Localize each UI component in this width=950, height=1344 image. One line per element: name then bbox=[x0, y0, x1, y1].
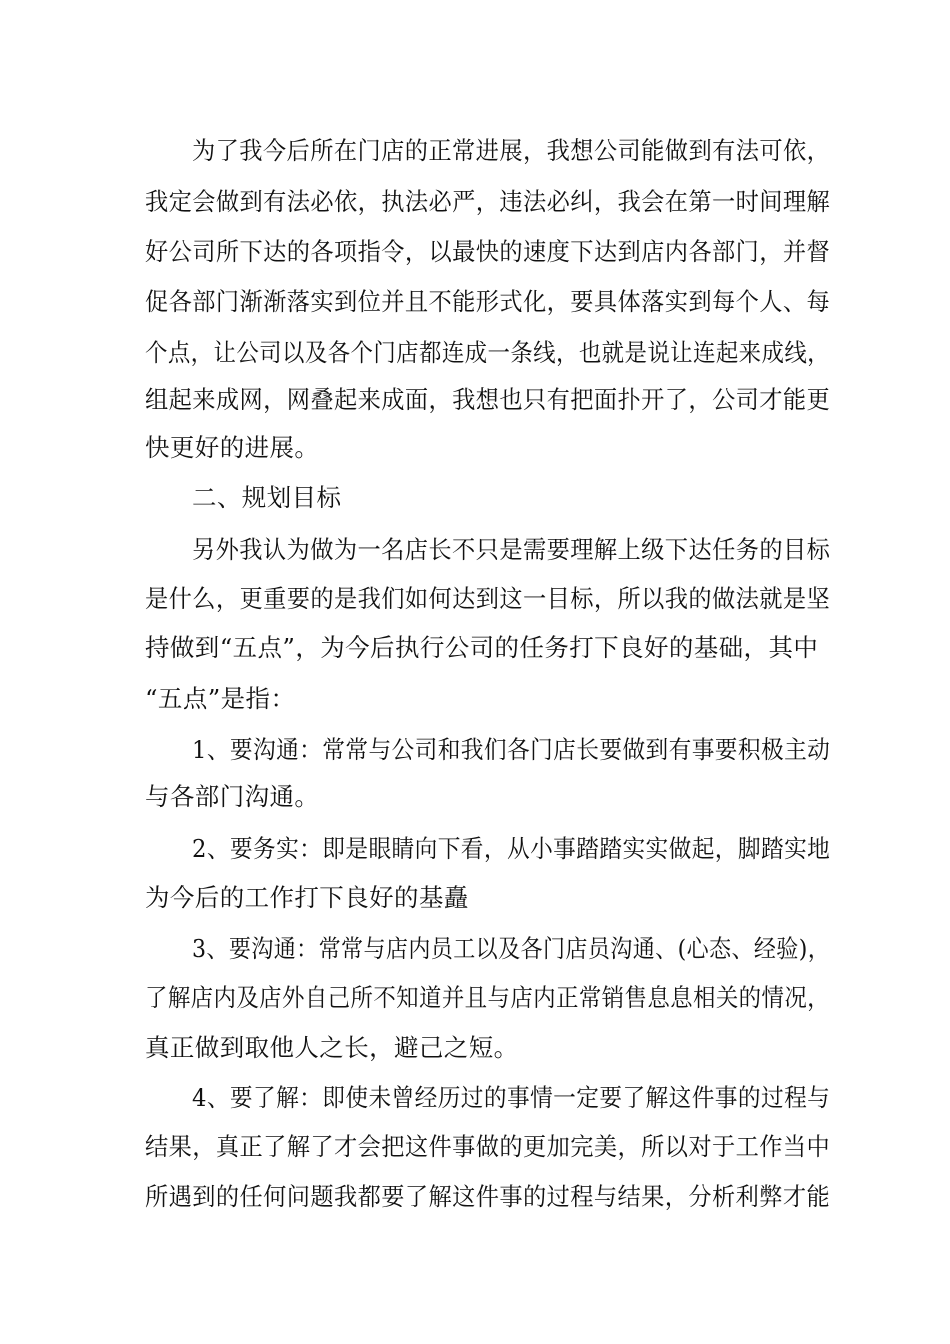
paragraph-line: 个点，让公司以及各个门店都连成一条线，也就是说让连起来成线， bbox=[145, 338, 830, 367]
list-item-line: 与各部门沟通。 bbox=[145, 782, 320, 811]
paragraph-line: 另外我认为做为一名店长不只是需要理解上级下达任务的目标 bbox=[192, 535, 831, 564]
list-item-line: 真正做到取他人之长，避己之短。 bbox=[145, 1033, 519, 1062]
paragraph-line: 好公司所下达的各项指令，以最快的速度下达到店内各部门，并督 bbox=[145, 237, 831, 266]
list-item-line: 为今后的工作打下良好的基矗 bbox=[145, 883, 469, 912]
paragraph-line: 促各部门渐渐落实到位并且不能形式化，要具体落实到每个人、每 bbox=[145, 287, 831, 316]
paragraph-line: 是什么，更重要的是我们如何达到这一目标，所以我的做法就是坚 bbox=[145, 584, 831, 613]
paragraph-line: “五点”是指： bbox=[145, 684, 296, 713]
paragraph-line: 组起来成网，网叠起来成面，我想也只有把面扑开了，公司才能更 bbox=[145, 385, 831, 414]
list-item-line: 1、要沟通：常常与公司和我们各门店长要做到有事要积极主动 bbox=[192, 735, 831, 764]
list-item-line: 4、要了解：即使未曾经历过的事情一定要了解这件事的过程与 bbox=[192, 1083, 831, 1112]
list-item-line: 所遇到的任何问题我都要了解这件事的过程与结果，分析利弊才能 bbox=[145, 1182, 831, 1211]
list-item-line: 2、要务实：即是眼睛向下看，从小事踏踏实实做起，脚踏实地 bbox=[192, 834, 831, 863]
section-heading: 二、规划目标 bbox=[192, 483, 342, 512]
paragraph-line: 持做到“五点”，为今后执行公司的任务打下良好的基础，其中 bbox=[145, 633, 819, 662]
paragraph-line: 我定会做到有法必依，执法必严，违法必纠，我会在第一时间理解 bbox=[145, 187, 831, 216]
paragraph-line: 为了我今后所在门店的正常进展，我想公司能做到有法可依， bbox=[192, 136, 831, 165]
list-item-line: 结果，真正了解了才会把这件事做的更加完美，所以对于工作当中 bbox=[145, 1132, 831, 1161]
list-item-line: 了解店内及店外自己所不知道并且与店内正常销售息息相关的情况， bbox=[145, 983, 830, 1012]
paragraph-line: 快更好的进展。 bbox=[145, 433, 320, 462]
list-item-line: 3、要沟通：常常与店内员工以及各门店员沟通、(心态、经验)， bbox=[192, 934, 831, 963]
